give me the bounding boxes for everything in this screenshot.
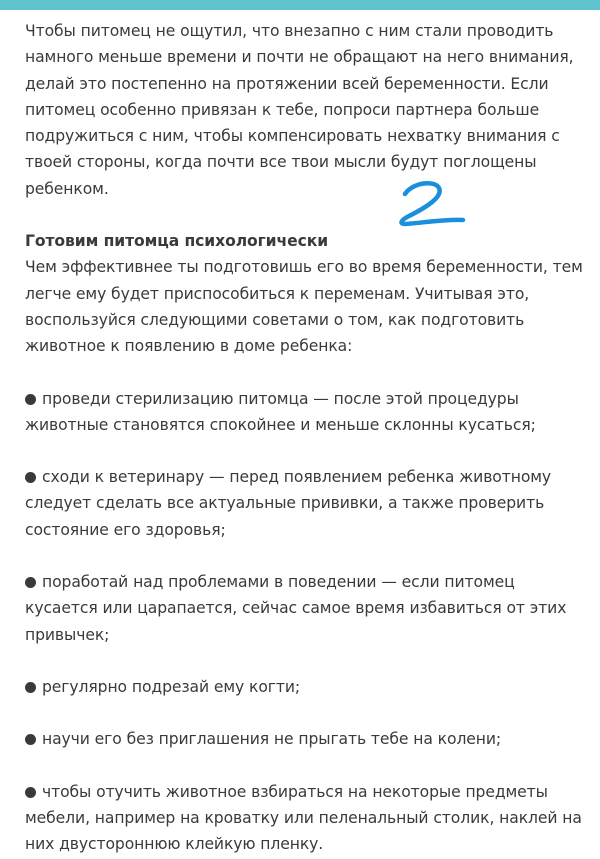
tip-text: регулярно подрезай ему когти; [42, 677, 301, 696]
bullet-icon [25, 394, 36, 405]
tip-text: сходи к ветеринару — перед появлением ребенка животному следует сделать все актуальные прививки, а также проверить состояние его здоровья; [25, 468, 552, 539]
tip-item [25, 726, 590, 752]
tip-item [25, 779, 590, 858]
top-accent-bar [0, 0, 600, 10]
article-body [25, 18, 590, 857]
tip-item [25, 674, 590, 700]
bullet-icon [25, 734, 36, 745]
tip-item [25, 386, 590, 439]
bullet-icon [25, 787, 36, 798]
bullet-icon [25, 577, 36, 588]
section-heading: Готовим питомца психологически [25, 232, 329, 251]
bullet-icon [25, 682, 36, 693]
tip-item [25, 569, 590, 648]
tip-text: поработай над проблемами в поведении — если питомец кусается или царапается, сейчас самое время избавиться от этих привычек; [25, 573, 567, 644]
bullet-icon [25, 472, 36, 483]
tip-text: чтобы отучить животное взбираться на некоторые предметы мебели, например на кроватку или пеленальный столик, наклей на них двустороннюю клейкую пленку. [25, 782, 582, 854]
tip-text: научи его без приглашения не прыгать тебе на колени; [42, 730, 502, 749]
tip-item [25, 464, 590, 543]
handwritten-stroke [402, 183, 463, 224]
tip-text: проведи стерилизацию питомца — после этой процедуры животные становятся спокойнее и меньше склонны кусаться; [25, 389, 536, 434]
section-intro-paragraph: Чем эффективнее ты подготовишь его во время беременности, тем легче ему будет приспособиться к переменам. Учитывая это, воспользуйся следующими советами о том, как подготовить животное к появлению в доме ребенка: [25, 258, 583, 356]
handwritten-number-mark [395, 178, 470, 230]
intro-paragraph: Чтобы питомец не ощутил, что внезапно с ним стали проводить намного меньше времени и почти не обращают на него внимания, делай это постепенно на протяжении всей беременности. Если питомец особенно привязан к тебе, попроси партнера больше подружиться с ним, чтобы компенсировать нехватку внимания с твоей стороны, когда почти все твои мысли будут поглощены ребенком. [25, 22, 574, 198]
